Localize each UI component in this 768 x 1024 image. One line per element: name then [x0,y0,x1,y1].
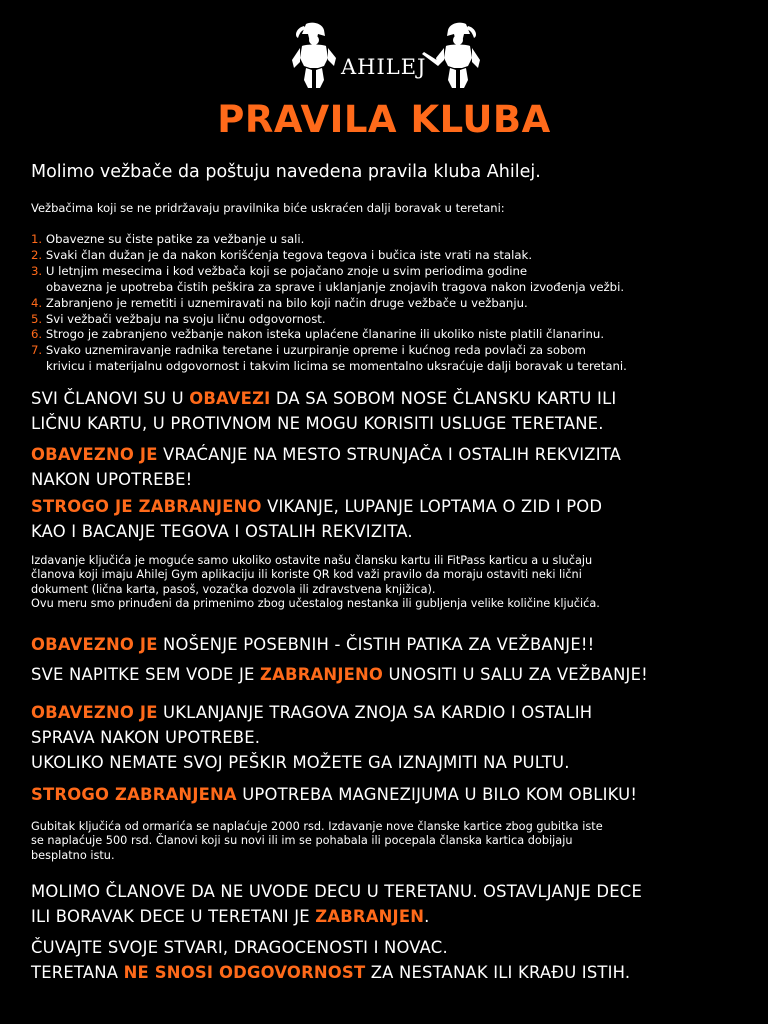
notice-no-shouting [31,494,602,544]
notice-text: NAKON UPOTREBE! [31,470,193,489]
paragraph-line: besplatno istu. [31,848,115,862]
notice-text: ZA NESTANAK ILI KRAĐU ISTIH. [365,963,631,982]
keys-paragraph [31,554,600,611]
rule-text-cont: krivicu i materijalnu odgovornost i takvim licima se momentalno uksraćuje dalji boravak u teretani. [46,359,627,374]
rule-item [31,232,627,248]
rule-item [31,296,627,312]
intro-text: Molimo vežbače da poštuju navedena pravila kluba Ahilej. [31,162,541,182]
rule-number: 6. [31,327,43,342]
notice-text: VRAĆANJE NA MESTO STRUNJAČA I OSTALIH REKVIZITA [157,445,622,464]
notice-text: KAO I BACANJE TEGOVA I OSTALIH REKVIZITA. [31,522,413,541]
notice-clean-shoes [31,632,594,657]
rule-item [31,248,627,264]
paragraph-line: članova koji imaju Ahilej Gym aplikaciju ili koriste QR kod važi pravilo da moraju ostaviti neki lični [31,568,582,582]
rule-text: Svako uznemiravanje radnika teretane i uzurpiranje opreme i kućnog reda povlači za sobom [45,343,586,358]
rule-number: 5. [31,311,43,326]
rule-text: Zabranjeno je remetiti i uznemiravati na bilo koji način druge vežbače u vežbanju. [45,295,528,310]
notice-text: SPRAVA NAKON UPOTREBE. [31,728,261,747]
rule-number: 7. [31,343,43,358]
notice-highlight: NE SNOSI ODGOVORNOST [123,963,366,982]
rule-text: Svaki član dužan je da nakon korišćenja tegova tegova i bučica iste vrati na stalak. [45,247,533,262]
notice-text: DA SA SOBOM NOSE ČLANSKU KARTU ILI [270,389,617,408]
notice-text: TERETANA [31,963,124,982]
notice-highlight: STROGO JE ZABRANJENO [31,497,262,516]
notice-highlight: ZABRANJENO [260,665,384,684]
notice-text: LIČNU KARTU, U PROTIVNOM NE MOGU KORISITI USLUGE TERETANE. [31,414,604,433]
notice-text: . [424,907,430,926]
notice-text: UNOSITI U SALU ZA VEŽBANJE! [383,665,648,684]
notice-text: UKLANJANJE TRAGOVA ZNOJA SA KARDIO I OSTALIH [157,703,593,722]
page-title: PRAVILA KLUBA [217,98,551,141]
notice-text: ILI BORAVAK DECE U TERETANI JE [31,907,316,926]
rule-item [31,343,627,375]
loss-paragraph [31,820,603,863]
notice-text: UPOTREBA MAGNEZIJUMA U BILO KOM OBLIKU! [236,785,638,804]
notice-no-magnesium [31,782,637,807]
rule-number: 3. [31,263,43,278]
notice-highlight: ZABRANJEN [315,907,425,926]
notice-highlight: OBAVEZI [189,389,271,408]
notice-membership-card [31,386,616,436]
paragraph-line: Ovu meru smo prinuđeni da primenimo zbog učestalog nestanka ili gubljenja velike količine ključića. [31,596,600,610]
rule-item [31,327,627,343]
notice-sweat-removal [31,700,592,775]
notice-text: SVI ČLANOVI SU U [31,389,190,408]
notice-no-children [31,879,642,929]
paragraph-line: dokument (lična karta, pasoš, vozačka dozvola ili zdravstvena knjižica). [31,582,436,596]
rule-text: U letnjim mesecima i kod vežbača koji se pojačano znoje u svim periodima godine [45,263,528,278]
notice-highlight: OBAVEZNO JE [31,635,158,654]
notice-no-drinks [31,662,648,687]
notice-highlight: OBAVEZNO JE [31,445,158,464]
notice-text: VIKANJE, LUPANJE LOPTAMA O ZID I POD [261,497,603,516]
notice-highlight: OBAVEZNO JE [31,703,158,722]
notice-text: UKOLIKO NEMATE SVOJ PEŠKIR MOŽETE GA IZNAJMITI NA PULTU. [31,753,570,772]
rule-text: Obavezne su čiste patike za vežbanje u sali. [45,232,305,246]
rules-list [31,232,627,375]
notice-highlight: STROGO ZABRANJENA [31,785,237,804]
rule-text: Strogo je zabranjeno vežbanje nakon isteka uplaćene članarine ili ukoliko niste platili članarinu. [45,327,605,342]
notice-return-equipment [31,442,621,492]
notice-text: NOŠENJE POSEBNIH - ČISTIH PATIKA ZA VEŽBANJE!! [157,635,595,654]
rule-number: 4. [31,295,43,310]
logo [288,22,484,92]
notice-text: SVE NAPITKE SEM VODE JE [31,665,261,684]
rule-text-cont: obavezna je upotreba čistih peškira za sprave i uklanjanje znojavih tragova nakon izvođenja vežbi. [46,279,625,294]
paragraph-line: Gubitak ključića od ormarića se naplaćuje 2000 rsd. Izdavanje nove članske kartice zbog gubitka iste [31,820,603,833]
rules-subtitle: Vežbačima koji se ne pridržavaju pravilnika biće uskraćen dalji boravak u teretani: [31,201,505,215]
notice-text: ČUVAJTE SVOJE STVARI, DRAGOCENOSTI I NOVAC. [31,938,448,957]
rule-text: Svi vežbači vežbaju na svoju ličnu odgovornost. [45,311,326,326]
notice-text: MOLIMO ČLANOVE DA NE UVODE DECU U TERETANU. OSTAVLJANJE DECE [31,882,642,901]
rule-number: 2. [31,247,43,262]
paragraph-line: se naplaćuje 500 rsd. Članovi koji su novi ili im se pohabala ili pocepala članska kartica dobijaju [31,834,573,848]
notice-valuables [31,935,630,985]
paragraph-line: Izdavanje ključića je moguće samo ukoliko ostavite našu člansku kartu ili FitPass karticu a u slučaju [31,554,593,567]
rule-item [31,312,627,328]
rule-item [31,264,627,296]
rule-number: 1. [31,232,43,246]
logo-text: AHILEJ [341,55,427,79]
